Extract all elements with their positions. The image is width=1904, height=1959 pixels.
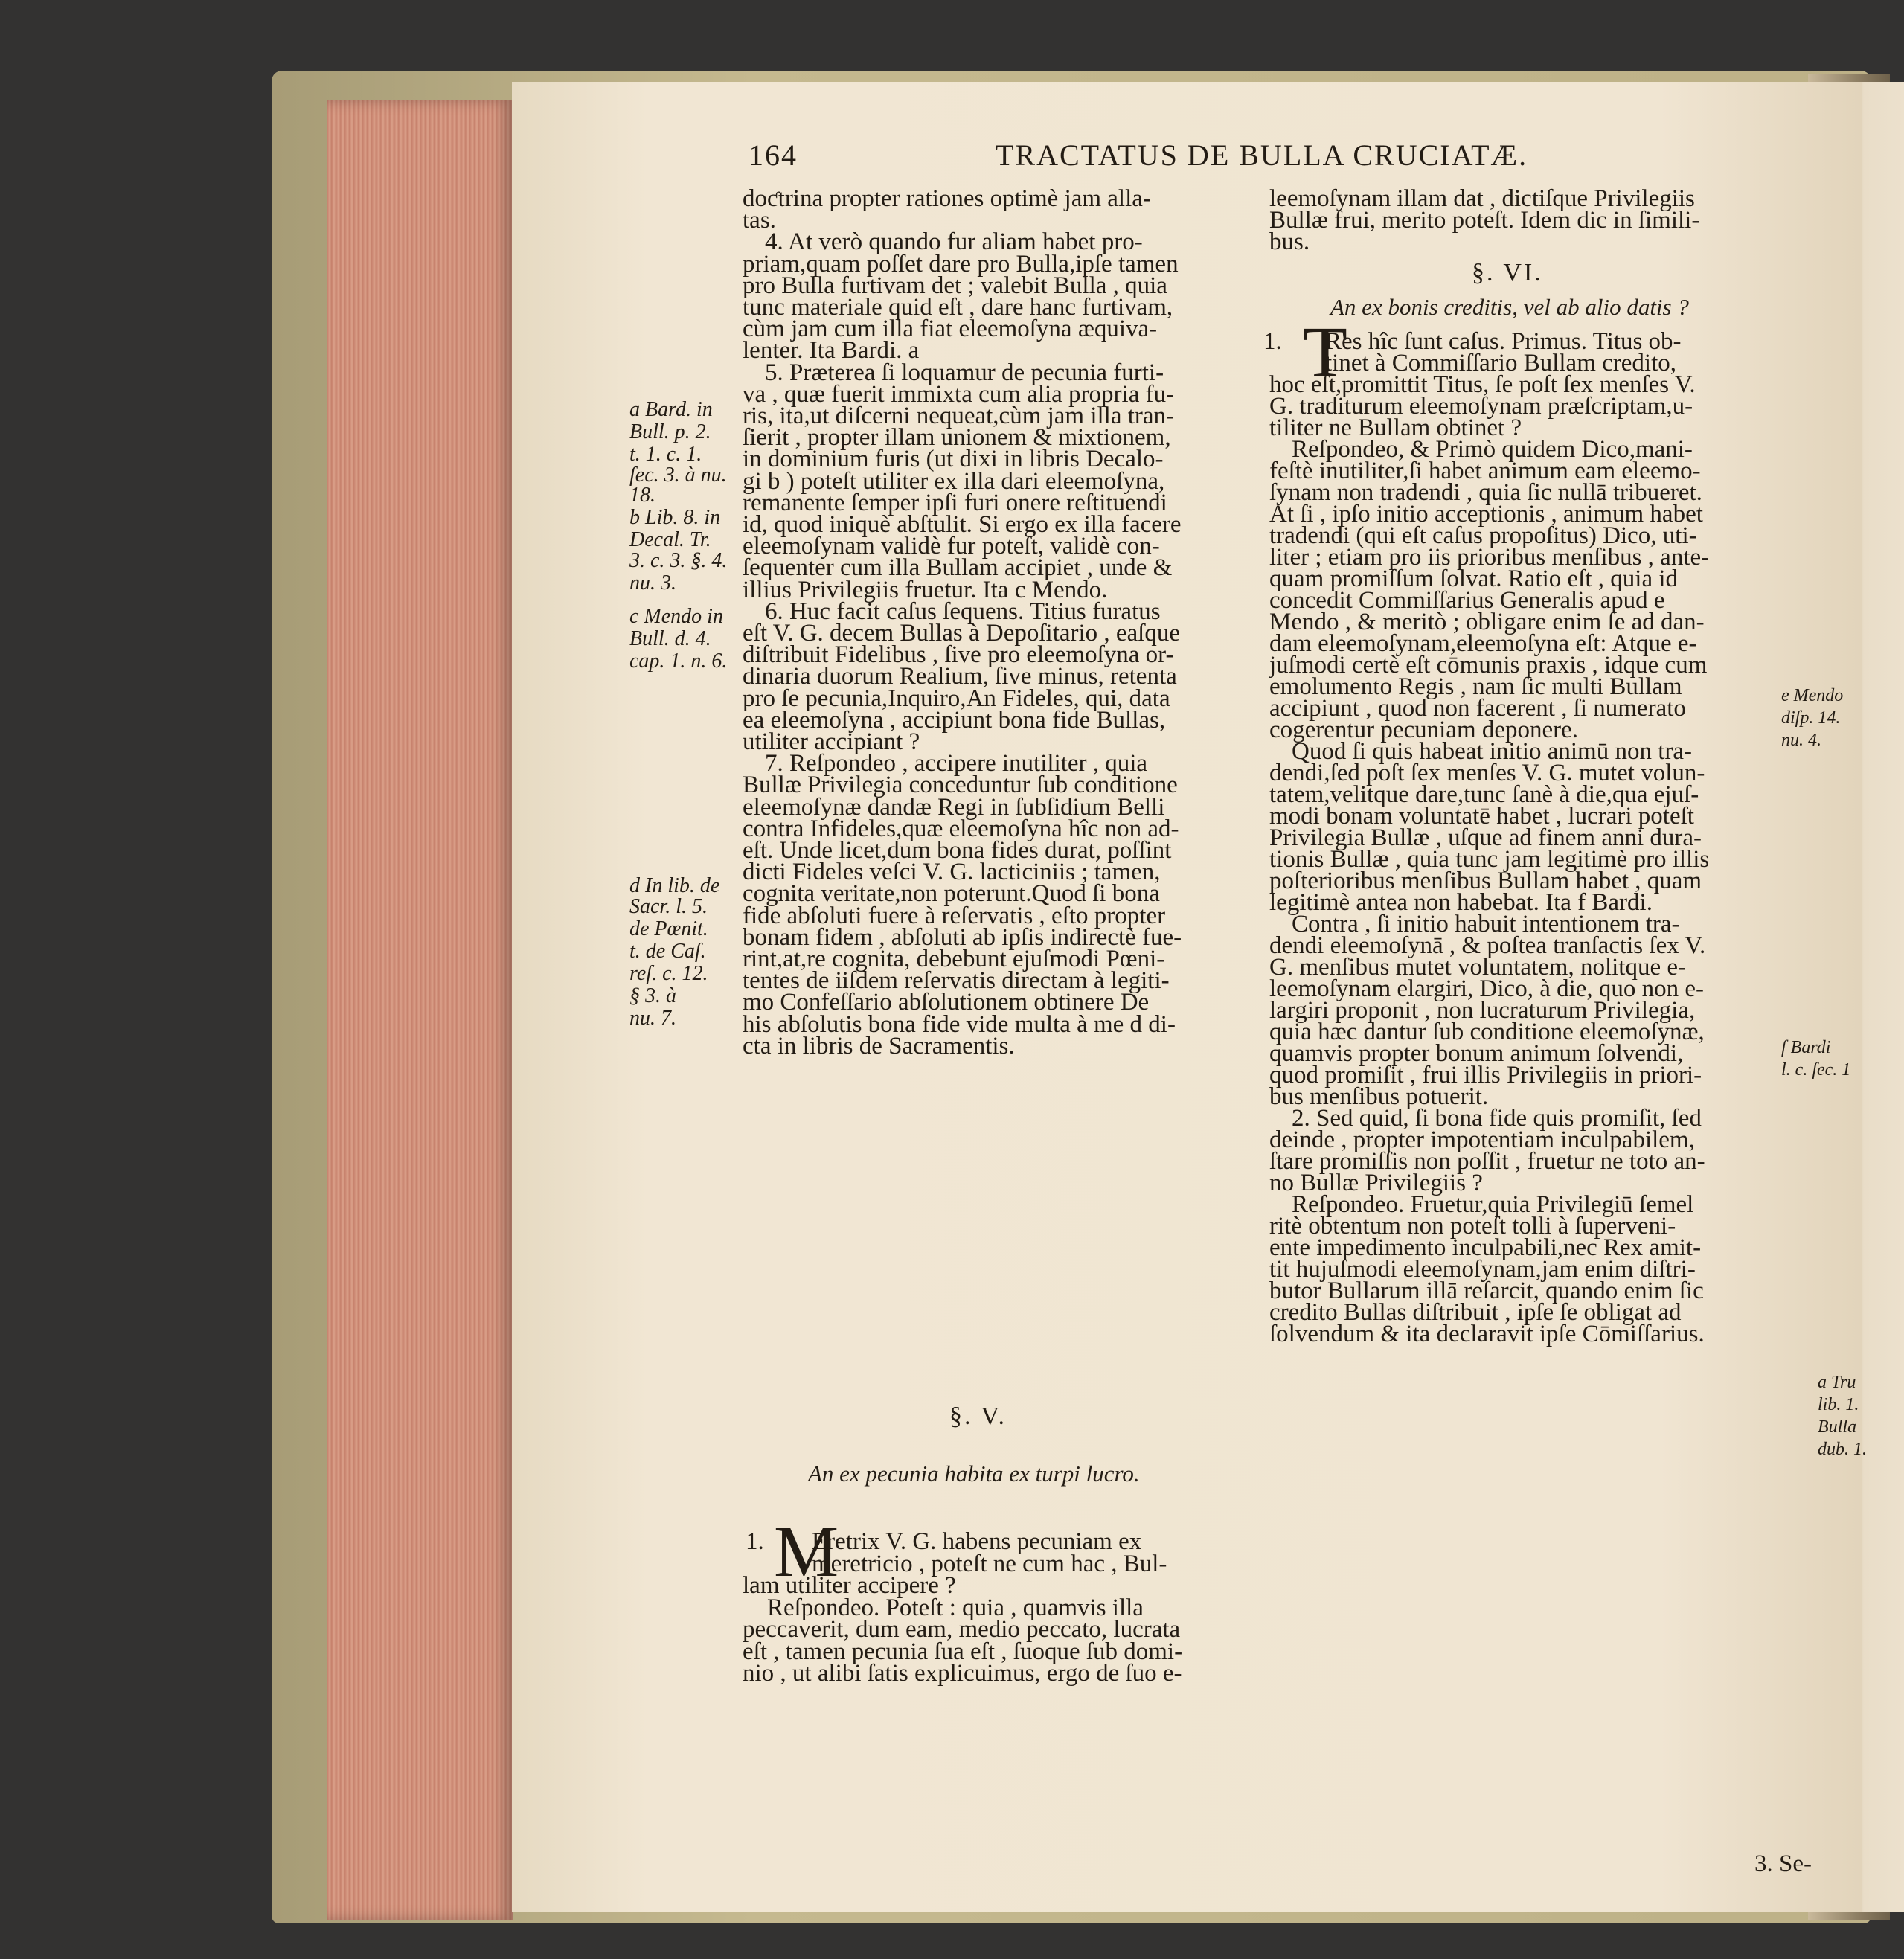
text-line: quamvis propter bonum animum ſolvendi, bbox=[1269, 1040, 1684, 1067]
text-line: eſt V. G. decem Bullas à Depoſitario , eaſque bbox=[743, 620, 1181, 647]
text-line: modi bonam voluntatē habet , lucrari poteſt bbox=[1269, 803, 1694, 830]
text-line: ea eleemoſyna , accipiunt bona fide Bullas, bbox=[743, 706, 1166, 734]
text-line: 4. At verò quando fur aliam habet pro- bbox=[765, 228, 1143, 256]
text-line: ſtare promiſſis non poſſit , fruetur ne toto an- bbox=[1269, 1148, 1705, 1175]
text-line: credito Bullas diſtribuit , ipſe ſe obligat ad bbox=[1269, 1299, 1682, 1326]
text-line: dendi eleemoſynā , & poſtea tranſactis ſex V. bbox=[1269, 932, 1706, 959]
margin-note: diſp. 14. bbox=[1781, 708, 1841, 728]
text-line: Reſpondeo. Poteſt : quia , quamvis illa bbox=[767, 1594, 1144, 1621]
text-line: doƈtrina propter rationes optimè jam alla- bbox=[743, 185, 1151, 212]
text-line: cùm jam cum illa fiat eleemoſyna æquiva- bbox=[743, 315, 1158, 343]
text-line: quam promiſſum ſolvat. Ratio eſt , quia id bbox=[1269, 565, 1679, 592]
text-line: tiliter ne Bullam obtinet ? bbox=[1269, 414, 1522, 441]
text-line: butor Bullarum illā reſarcit, quando enim ſic bbox=[1269, 1277, 1704, 1304]
margin-note: l. c. ſec. 1 bbox=[1781, 1060, 1851, 1080]
text-line: cognita veritate,non poterunt.Quod ſi bona bbox=[743, 880, 1160, 908]
text-line: dicti Fideles veſci V. G. lacticiniis ; tamen, bbox=[743, 859, 1161, 886]
margin-note: reſ. c. 12. bbox=[629, 962, 708, 985]
text-line: eſt , tamen pecunia ſua eſt , ſuoque ſub domi- bbox=[743, 1638, 1183, 1665]
paragraph-number: 1. bbox=[746, 1528, 764, 1555]
text-line: largiri proponit , non lucraturum Privilegia, bbox=[1269, 997, 1696, 1024]
catchword: 3. Se- bbox=[1754, 1850, 1812, 1877]
text-line: eſt. Unde licet,dum bona fides durat, poſſint bbox=[743, 837, 1172, 864]
text-line: utiliter accipiant ? bbox=[743, 728, 920, 755]
text-line: dinaria duorum Realium, ſive minus, retenta bbox=[743, 663, 1177, 690]
book-page bbox=[512, 82, 1867, 1912]
text-line: eleemoſynæ dandæ Regi in ſubſidium Belli bbox=[743, 793, 1165, 821]
text-line: peccaverit, dum eam, medio peccato, lucrata bbox=[743, 1616, 1181, 1643]
text-line: mo Confeſſario abſolutionem obtinere De bbox=[743, 989, 1150, 1016]
text-line: deinde , propter impotentiam inculpabilem, bbox=[1269, 1126, 1695, 1153]
text-line: diſtribuit Fidelibus , ſive pro eleemoſyna or- bbox=[743, 641, 1174, 669]
text-line: quod promiſit , frui illis Privilegiis in priori- bbox=[1269, 1062, 1702, 1088]
text-line: tinet à Commiſſario Bullam credito, bbox=[1325, 350, 1676, 376]
margin-note: f Bardi bbox=[1781, 1038, 1831, 1057]
margin-note: Bull. d. 4. bbox=[629, 627, 711, 650]
text-line: tas. bbox=[743, 207, 776, 234]
text-line: Contra , ſi initio habuit intentionem tra- bbox=[1292, 911, 1680, 937]
margin-note: Bulla bbox=[1818, 1417, 1856, 1437]
text-line: Bullæ Privilegia conceduntur ſub conditione bbox=[743, 772, 1178, 799]
margin-note: t. de Caſ. bbox=[629, 940, 706, 963]
margin-note: Bull. p. 2. bbox=[629, 420, 711, 443]
margin-note: § 3. à bbox=[629, 984, 676, 1007]
text-line: ente impedimento inculpabili,nec Rex amit- bbox=[1269, 1234, 1702, 1261]
text-line: bonam fidem , abſoluti ab ipſis indirectè fue- bbox=[743, 923, 1182, 951]
running-title: TRACTATUS DE BULLA CRUCIATÆ. bbox=[996, 138, 1528, 172]
page-number: 164 bbox=[749, 138, 798, 172]
text-line: contra Infideles,quæ eleemoſyna hîc non ad- bbox=[743, 815, 1179, 842]
margin-note: 18. bbox=[629, 484, 655, 507]
margin-note: nu. 7. bbox=[629, 1007, 676, 1030]
text-line: ritè obtentum non poteſt tolli à ſuperveni- bbox=[1269, 1213, 1676, 1240]
section-question-v: An ex pecunia habita ex turpi lucro. bbox=[808, 1461, 1140, 1487]
text-line: rint,at,re cognita, debebunt ejuſmodi Pœni- bbox=[743, 946, 1165, 972]
text-line: tionis Bullæ , quia tunc jam legitimè pro illis bbox=[1269, 846, 1710, 873]
text-line: dendi,ſed poſt ſex menſes V. G. mutet volun- bbox=[1269, 760, 1705, 786]
section-heading-v: §. V. bbox=[949, 1402, 1007, 1430]
text-line: accipiunt , quod non facerent , ſi numerato bbox=[1269, 695, 1686, 722]
text-line: concedit Commiſſarius Generalis apud e bbox=[1269, 587, 1665, 614]
margin-note: a Bard. in bbox=[629, 398, 713, 421]
margin-note: ſec. 3. à nu. bbox=[629, 464, 727, 487]
paragraph-number-vi: 1. bbox=[1263, 328, 1282, 355]
drop-cap-t: T bbox=[1303, 312, 1347, 393]
text-line: tunc materiale quid eſt , dare hanc furtivam, bbox=[743, 294, 1173, 321]
text-line: tatem,velitque dare,tunc ſanè à die,qua ejuſ- bbox=[1269, 781, 1699, 808]
text-line: Eretrix V. G. habens pecuniam ex bbox=[812, 1528, 1142, 1555]
text-line: hoc eſt,promittit Titus, ſe poſt ſex menſes V. bbox=[1269, 371, 1696, 398]
margin-note: e Mendo bbox=[1781, 686, 1844, 705]
text-line: liter ; etiam pro iis prioribus menſibus , ante- bbox=[1269, 544, 1710, 571]
page-edges bbox=[327, 100, 513, 1920]
text-line: priam,quam poſſet dare pro Bulla,ipſe tamen bbox=[743, 250, 1179, 278]
text-line: ris, ita,ut diſcerni nequeat,cùm jam illa tran- bbox=[743, 403, 1175, 429]
text-line: Reſpondeo. Fruetur,quia Privilegiū ſemel bbox=[1292, 1191, 1694, 1218]
text-line: ſierit , propter illam unionem & mixtionem, bbox=[743, 424, 1171, 452]
text-line: eleemoſynam validè fur poteſt, validè con- bbox=[743, 533, 1160, 560]
text-line: gi b ) poteſt utiliter ex illa dari eleemoſyna, bbox=[743, 467, 1165, 495]
text-line: lam utiliter accipere ? bbox=[743, 1572, 956, 1599]
text-line: bus. bbox=[1269, 228, 1310, 256]
text-line: emolumento Regis , nam ſic multi Bullam bbox=[1269, 673, 1682, 700]
text-line: tradendi (qui eſt caſus propoſitus) Dico, uti- bbox=[1269, 522, 1697, 549]
text-line: feſtè inutiliter,ſi habet animum eam eleemo- bbox=[1269, 458, 1701, 484]
text-line: 6. Huc facit caſus ſequens. Titius furatus bbox=[765, 597, 1161, 625]
text-line: in dominium furis (ut dixi in libris Decalo- bbox=[743, 446, 1164, 473]
section-heading-vi: §. VI. bbox=[1472, 259, 1543, 286]
text-line: legitimè antea non habebat. Ita f Bardi. bbox=[1269, 889, 1653, 916]
margin-note: d In lib. de bbox=[629, 874, 720, 897]
text-line: G. traditurum eleemoſynam præſcriptam,u- bbox=[1269, 393, 1693, 420]
margin-note: nu. 3. bbox=[629, 571, 676, 594]
text-line: nio , ut alibi ſatis explicuimus, ergo de ſuo e- bbox=[743, 1660, 1182, 1687]
text-line: remanente ſemper ipſi furi onere reſtituendi bbox=[743, 489, 1167, 516]
text-line: meretricio , poteſt ne cum hac , Bul- bbox=[812, 1550, 1167, 1577]
text-line: pro ſe pecunia,Inquiro,An Fideles, qui, data bbox=[743, 684, 1170, 712]
text-line: pro Bulla furtivam det ; valebit Bulla , quia bbox=[743, 272, 1167, 299]
text-line: Quod ſi quis habeat initio animū non tra- bbox=[1292, 738, 1692, 765]
text-line: Reſpondeo, & Primò quidem Dico,mani- bbox=[1292, 436, 1693, 463]
text-line: cogerentur pecuniam deponere. bbox=[1269, 716, 1579, 743]
text-line: 7. Reſpondeo , accipere inutiliter , quia bbox=[765, 750, 1148, 777]
margin-note: nu. 4. bbox=[1781, 731, 1821, 750]
text-line: 5. Præterea ſi loquamur de pecunia furti- bbox=[765, 359, 1164, 386]
text-line: bus menſibus potuerit. bbox=[1269, 1083, 1489, 1110]
margin-note: a Tru bbox=[1818, 1373, 1856, 1392]
margin-note: 3. c. 3. §. 4. bbox=[629, 549, 728, 572]
text-line: quia hæc dantur ſub conditione eleemoſynæ, bbox=[1269, 1019, 1705, 1045]
text-line: ſequenter cum illa Bullam accipiet , unde & bbox=[743, 554, 1173, 582]
text-line: cta in libris de Sacramentis. bbox=[743, 1032, 1015, 1059]
text-line: tentes de iiſdem reſervatis directam à legiti- bbox=[743, 967, 1170, 995]
margin-note: c Mendo in bbox=[629, 605, 723, 628]
text-line: Bullæ frui, merito poteſt. Idem dic in ſimili- bbox=[1269, 207, 1700, 234]
text-line: ſynam non tradendi , quia ſic nullā tribueret. bbox=[1269, 479, 1702, 506]
text-line: At ſi , ipſo initio acceptionis , animum habet bbox=[1269, 501, 1703, 528]
text-line: dam eleemoſynam,eleemoſyna eſt: Atque e- bbox=[1269, 630, 1697, 657]
text-line: Res hîc ſunt caſus. Primus. Titus ob- bbox=[1325, 328, 1682, 355]
text-line: va , quæ fuerit immixta cum alia propria fu- bbox=[743, 380, 1175, 408]
text-line: leemoſynam illam dat , dictiſque Privilegiis bbox=[1269, 185, 1695, 212]
text-line: Privilegia Bullæ , uſque ad finem anni dura- bbox=[1269, 824, 1702, 851]
text-line: tit hujuſmodi eleemoſynam,jam enim diſtri- bbox=[1269, 1256, 1696, 1283]
text-line: leemoſynam elargiri, Dico, à die, quo non e- bbox=[1269, 975, 1705, 1002]
text-line: juſmodi certè eſt cōmunis praxis , idque cum bbox=[1269, 652, 1708, 679]
text-line: illius Privilegiis fruetur. Ita c Mendo. bbox=[743, 576, 1108, 603]
margin-note: Sacr. l. 5. bbox=[629, 895, 708, 918]
text-line: his abſolutis bona fide vide multa à me d di- bbox=[743, 1010, 1176, 1038]
margin-note: dub. 1. bbox=[1818, 1440, 1867, 1459]
margin-note: b Lib. 8. in bbox=[629, 506, 721, 529]
margin-note: t. 1. c. 1. bbox=[629, 443, 702, 466]
section-question-vi: An ex bonis creditis, vel ab alio datis ? bbox=[1330, 294, 1689, 320]
text-line: no Bullæ Privilegiis ? bbox=[1269, 1170, 1483, 1196]
text-line: ſolvendum & ita declaravit ipſe Cōmiſſarius. bbox=[1269, 1321, 1705, 1347]
text-line: 2. Sed quid, ſi bona fide quis promiſit, ſed bbox=[1292, 1105, 1702, 1132]
text-line: Mendo , & meritò ; obligare enim ſe ad dan- bbox=[1269, 609, 1705, 635]
text-line: poſterioribus menſibus Bullam habet , quam bbox=[1269, 868, 1702, 894]
text-line: fide abſoluti fuere à reſervatis , eſto propter bbox=[743, 902, 1166, 929]
margin-note: de Pœnit. bbox=[629, 917, 708, 940]
margin-note: lib. 1. bbox=[1818, 1395, 1859, 1414]
text-line: G. menſibus mutet voluntatem, nolitque e- bbox=[1269, 954, 1686, 981]
drop-cap-m: M bbox=[774, 1512, 839, 1592]
text-line: lenter. Ita Bardi. a bbox=[743, 337, 920, 365]
margin-note: cap. 1. n. 6. bbox=[629, 650, 728, 673]
margin-note: Decal. Tr. bbox=[629, 528, 711, 551]
text-line: id, quod iniquè abſtulit. Si ergo ex illa facere bbox=[743, 511, 1182, 538]
